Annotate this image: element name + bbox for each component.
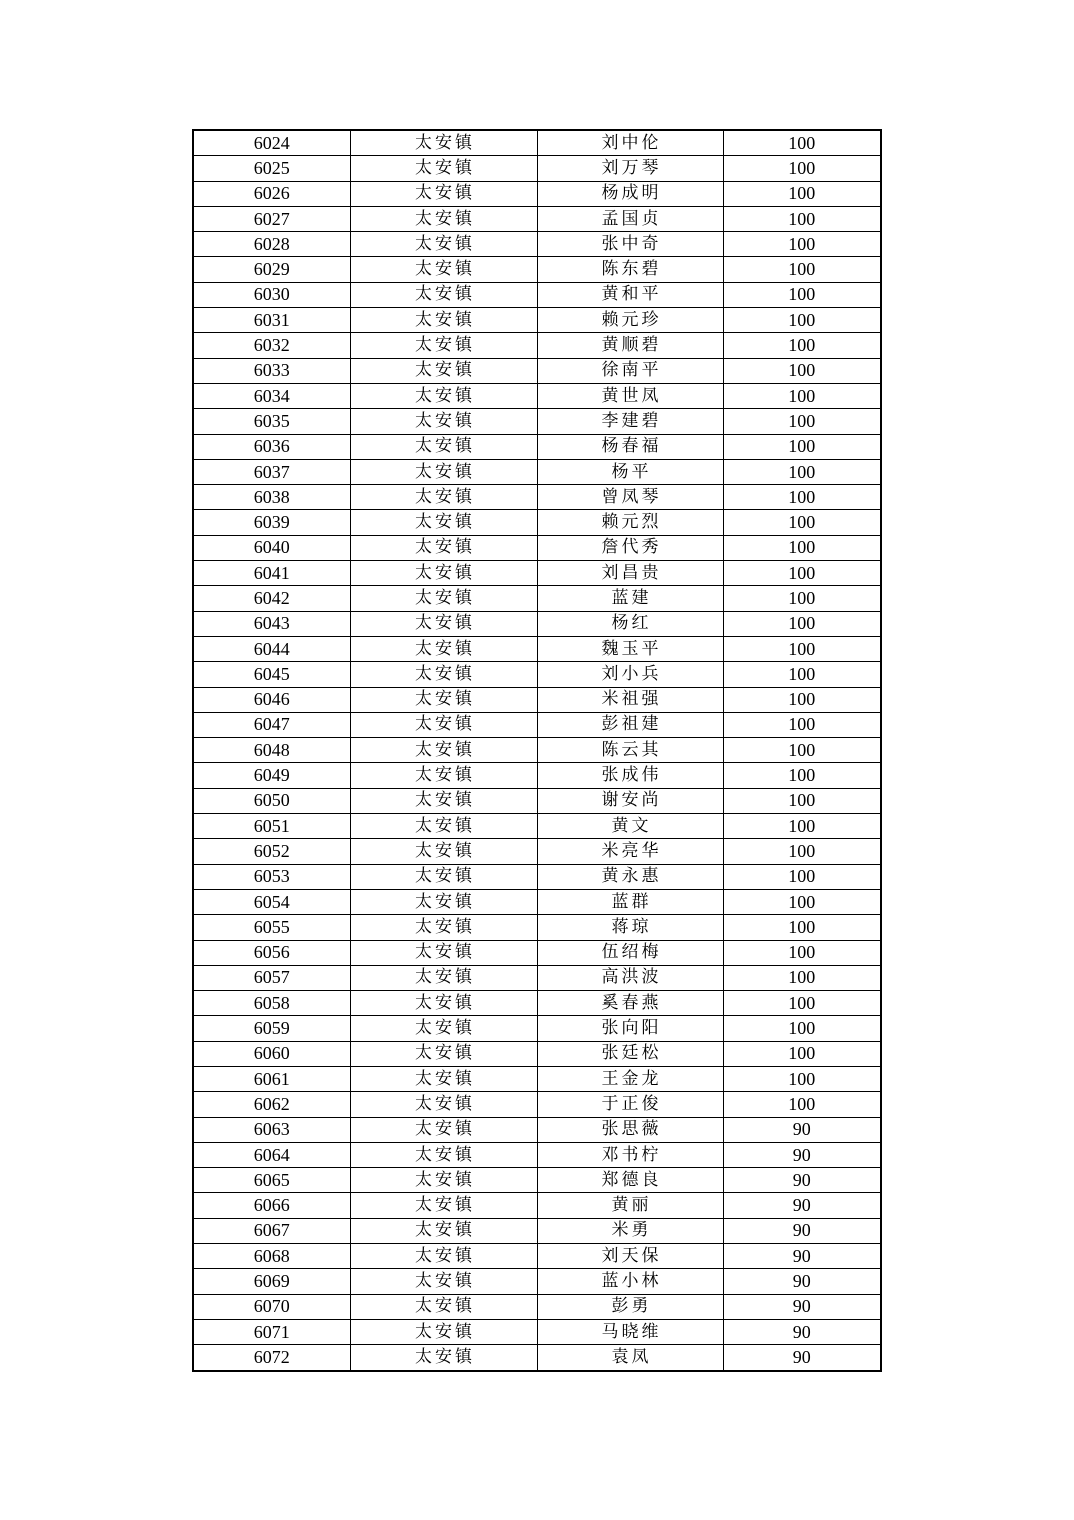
row-number-cell: 6037 [193,459,350,484]
table-row [193,333,881,358]
name-cell: 赖元珍 [537,308,723,333]
amount-cell: 100 [723,156,881,181]
amount-cell: 100 [723,687,881,712]
name-cell: 伍绍梅 [537,940,723,965]
table-row [193,510,881,535]
town-cell: 太安镇 [350,915,537,940]
name-cell: 彭勇 [537,1294,723,1319]
table-row [193,738,881,763]
name-cell: 孟国贞 [537,206,723,231]
town-cell: 太安镇 [350,1193,537,1218]
name-cell: 蓝小林 [537,1269,723,1294]
town-cell: 太安镇 [350,965,537,990]
amount-cell: 100 [723,636,881,661]
name-cell: 杨红 [537,611,723,636]
table-row [193,1142,881,1167]
row-number-cell: 6048 [193,738,350,763]
row-number-cell: 6031 [193,308,350,333]
town-cell: 太安镇 [350,383,537,408]
amount-cell: 90 [723,1244,881,1269]
name-cell: 刘天保 [537,1244,723,1269]
amount-cell: 90 [723,1218,881,1243]
town-cell: 太安镇 [350,232,537,257]
town-cell: 太安镇 [350,1016,537,1041]
amount-cell: 100 [723,561,881,586]
row-number-cell: 6043 [193,611,350,636]
name-cell: 黄世凤 [537,383,723,408]
row-number-cell: 6036 [193,434,350,459]
town-cell: 太安镇 [350,1244,537,1269]
row-number-cell: 6070 [193,1294,350,1319]
amount-cell: 100 [723,1016,881,1041]
row-number-cell: 6057 [193,965,350,990]
table-row [193,763,881,788]
amount-cell: 100 [723,965,881,990]
roster-table-body [193,130,881,1371]
table-row [193,1193,881,1218]
table-row [193,156,881,181]
amount-cell: 100 [723,358,881,383]
town-cell: 太安镇 [350,459,537,484]
row-number-cell: 6028 [193,232,350,257]
table-row [193,1092,881,1117]
name-cell: 陈云其 [537,738,723,763]
name-cell: 刘小兵 [537,662,723,687]
amount-cell: 100 [723,308,881,333]
row-number-cell: 6072 [193,1345,350,1371]
row-number-cell: 6053 [193,864,350,889]
row-number-cell: 6049 [193,763,350,788]
name-cell: 张向阳 [537,1016,723,1041]
amount-cell: 90 [723,1294,881,1319]
row-number-cell: 6071 [193,1319,350,1344]
town-cell: 太安镇 [350,763,537,788]
table-row [193,712,881,737]
town-cell: 太安镇 [350,687,537,712]
table-row [193,257,881,282]
table-row [193,1345,881,1371]
town-cell: 太安镇 [350,1092,537,1117]
town-cell: 太安镇 [350,611,537,636]
table-row [193,788,881,813]
table-row [193,535,881,560]
town-cell: 太安镇 [350,333,537,358]
table-row [193,662,881,687]
town-cell: 太安镇 [350,130,537,156]
table-row [193,459,881,484]
table-row [193,889,881,914]
table-row [193,561,881,586]
name-cell: 张成伟 [537,763,723,788]
amount-cell: 100 [723,181,881,206]
name-cell: 杨春福 [537,434,723,459]
town-cell: 太安镇 [350,586,537,611]
amount-cell: 100 [723,763,881,788]
amount-cell: 100 [723,333,881,358]
table-row [193,814,881,839]
name-cell: 高洪波 [537,965,723,990]
name-cell: 蒋琼 [537,915,723,940]
table-row [193,181,881,206]
amount-cell: 100 [723,535,881,560]
table-row [193,1319,881,1344]
table-row [193,1016,881,1041]
amount-cell: 90 [723,1168,881,1193]
name-cell: 奚春燕 [537,991,723,1016]
amount-cell: 100 [723,257,881,282]
row-number-cell: 6064 [193,1142,350,1167]
town-cell: 太安镇 [350,434,537,459]
amount-cell: 100 [723,611,881,636]
name-cell: 张廷松 [537,1041,723,1066]
table-row [193,130,881,156]
table-row [193,1218,881,1243]
town-cell: 太安镇 [350,181,537,206]
row-number-cell: 6062 [193,1092,350,1117]
row-number-cell: 6035 [193,409,350,434]
town-cell: 太安镇 [350,636,537,661]
table-row [193,1294,881,1319]
roster-table [192,129,882,1372]
table-row [193,915,881,940]
town-cell: 太安镇 [350,1345,537,1371]
town-cell: 太安镇 [350,1218,537,1243]
table-row [193,282,881,307]
table-row [193,1117,881,1142]
row-number-cell: 6026 [193,181,350,206]
amount-cell: 100 [723,459,881,484]
table-row [193,1066,881,1091]
amount-cell: 100 [723,206,881,231]
town-cell: 太安镇 [350,889,537,914]
town-cell: 太安镇 [350,206,537,231]
row-number-cell: 6069 [193,1269,350,1294]
town-cell: 太安镇 [350,991,537,1016]
amount-cell: 100 [723,485,881,510]
town-cell: 太安镇 [350,510,537,535]
town-cell: 太安镇 [350,1319,537,1344]
amount-cell: 90 [723,1142,881,1167]
row-number-cell: 6034 [193,383,350,408]
name-cell: 马晓维 [537,1319,723,1344]
amount-cell: 90 [723,1117,881,1142]
name-cell: 郑德良 [537,1168,723,1193]
name-cell: 黄和平 [537,282,723,307]
table-row [193,839,881,864]
name-cell: 于正俊 [537,1092,723,1117]
row-number-cell: 6041 [193,561,350,586]
name-cell: 黄永惠 [537,864,723,889]
name-cell: 曾凤琴 [537,485,723,510]
table-row [193,687,881,712]
row-number-cell: 6025 [193,156,350,181]
name-cell: 邓书柠 [537,1142,723,1167]
town-cell: 太安镇 [350,1066,537,1091]
amount-cell: 100 [723,814,881,839]
table-row [193,232,881,257]
name-cell: 袁凤 [537,1345,723,1371]
row-number-cell: 6060 [193,1041,350,1066]
table-row [193,1168,881,1193]
amount-cell: 100 [723,991,881,1016]
town-cell: 太安镇 [350,1269,537,1294]
name-cell: 王金龙 [537,1066,723,1091]
name-cell: 刘万琴 [537,156,723,181]
amount-cell: 100 [723,738,881,763]
name-cell: 蓝建 [537,586,723,611]
row-number-cell: 6027 [193,206,350,231]
name-cell: 李建碧 [537,409,723,434]
row-number-cell: 6033 [193,358,350,383]
town-cell: 太安镇 [350,1294,537,1319]
row-number-cell: 6032 [193,333,350,358]
row-number-cell: 6061 [193,1066,350,1091]
amount-cell: 100 [723,1066,881,1091]
town-cell: 太安镇 [350,940,537,965]
row-number-cell: 6050 [193,788,350,813]
town-cell: 太安镇 [350,485,537,510]
amount-cell: 100 [723,1092,881,1117]
name-cell: 刘中伦 [537,130,723,156]
town-cell: 太安镇 [350,1041,537,1066]
table-row [193,1041,881,1066]
row-number-cell: 6044 [193,636,350,661]
name-cell: 魏玉平 [537,636,723,661]
amount-cell: 100 [723,940,881,965]
town-cell: 太安镇 [350,282,537,307]
amount-cell: 100 [723,383,881,408]
amount-cell: 90 [723,1193,881,1218]
table-row [193,940,881,965]
town-cell: 太安镇 [350,738,537,763]
name-cell: 米祖强 [537,687,723,712]
table-row [193,864,881,889]
name-cell: 杨平 [537,459,723,484]
amount-cell: 100 [723,510,881,535]
amount-cell: 100 [723,712,881,737]
town-cell: 太安镇 [350,409,537,434]
name-cell: 赖元烈 [537,510,723,535]
name-cell: 蓝群 [537,889,723,914]
amount-cell: 100 [723,434,881,459]
row-number-cell: 6029 [193,257,350,282]
row-number-cell: 6052 [193,839,350,864]
town-cell: 太安镇 [350,358,537,383]
row-number-cell: 6024 [193,130,350,156]
table-row [193,485,881,510]
table-row [193,586,881,611]
row-number-cell: 6054 [193,889,350,914]
table-row [193,611,881,636]
town-cell: 太安镇 [350,712,537,737]
name-cell: 黄丽 [537,1193,723,1218]
amount-cell: 100 [723,232,881,257]
town-cell: 太安镇 [350,308,537,333]
row-number-cell: 6066 [193,1193,350,1218]
amount-cell: 100 [723,586,881,611]
row-number-cell: 6045 [193,662,350,687]
amount-cell: 100 [723,915,881,940]
town-cell: 太安镇 [350,814,537,839]
table-row [193,636,881,661]
name-cell: 黄文 [537,814,723,839]
row-number-cell: 6065 [193,1168,350,1193]
row-number-cell: 6042 [193,586,350,611]
row-number-cell: 6059 [193,1016,350,1041]
table-row [193,1244,881,1269]
row-number-cell: 6039 [193,510,350,535]
table-row [193,358,881,383]
town-cell: 太安镇 [350,662,537,687]
amount-cell: 100 [723,788,881,813]
row-number-cell: 6046 [193,687,350,712]
town-cell: 太安镇 [350,839,537,864]
name-cell: 米亮华 [537,839,723,864]
row-number-cell: 6047 [193,712,350,737]
name-cell: 陈东碧 [537,257,723,282]
row-number-cell: 6055 [193,915,350,940]
table-row [193,206,881,231]
row-number-cell: 6040 [193,535,350,560]
row-number-cell: 6067 [193,1218,350,1243]
name-cell: 张中奇 [537,232,723,257]
name-cell: 米勇 [537,1218,723,1243]
amount-cell: 90 [723,1269,881,1294]
row-number-cell: 6068 [193,1244,350,1269]
table-row [193,1269,881,1294]
name-cell: 谢安尚 [537,788,723,813]
table-row [193,383,881,408]
town-cell: 太安镇 [350,788,537,813]
name-cell: 黄顺碧 [537,333,723,358]
row-number-cell: 6051 [193,814,350,839]
amount-cell: 90 [723,1345,881,1371]
table-row [193,965,881,990]
amount-cell: 100 [723,662,881,687]
town-cell: 太安镇 [350,535,537,560]
name-cell: 彭祖建 [537,712,723,737]
row-number-cell: 6058 [193,991,350,1016]
name-cell: 杨成明 [537,181,723,206]
amount-cell: 90 [723,1319,881,1344]
name-cell: 徐南平 [537,358,723,383]
name-cell: 刘昌贵 [537,561,723,586]
row-number-cell: 6056 [193,940,350,965]
town-cell: 太安镇 [350,561,537,586]
row-number-cell: 6030 [193,282,350,307]
town-cell: 太安镇 [350,1117,537,1142]
amount-cell: 100 [723,839,881,864]
amount-cell: 100 [723,282,881,307]
town-cell: 太安镇 [350,257,537,282]
row-number-cell: 6038 [193,485,350,510]
table-row [193,434,881,459]
amount-cell: 100 [723,864,881,889]
amount-cell: 100 [723,409,881,434]
amount-cell: 100 [723,130,881,156]
name-cell: 詹代秀 [537,535,723,560]
town-cell: 太安镇 [350,1142,537,1167]
table-row [193,991,881,1016]
table-row [193,308,881,333]
amount-cell: 100 [723,1041,881,1066]
town-cell: 太安镇 [350,1168,537,1193]
town-cell: 太安镇 [350,156,537,181]
town-cell: 太安镇 [350,864,537,889]
row-number-cell: 6063 [193,1117,350,1142]
name-cell: 张思薇 [537,1117,723,1142]
amount-cell: 100 [723,889,881,914]
table-row [193,409,881,434]
